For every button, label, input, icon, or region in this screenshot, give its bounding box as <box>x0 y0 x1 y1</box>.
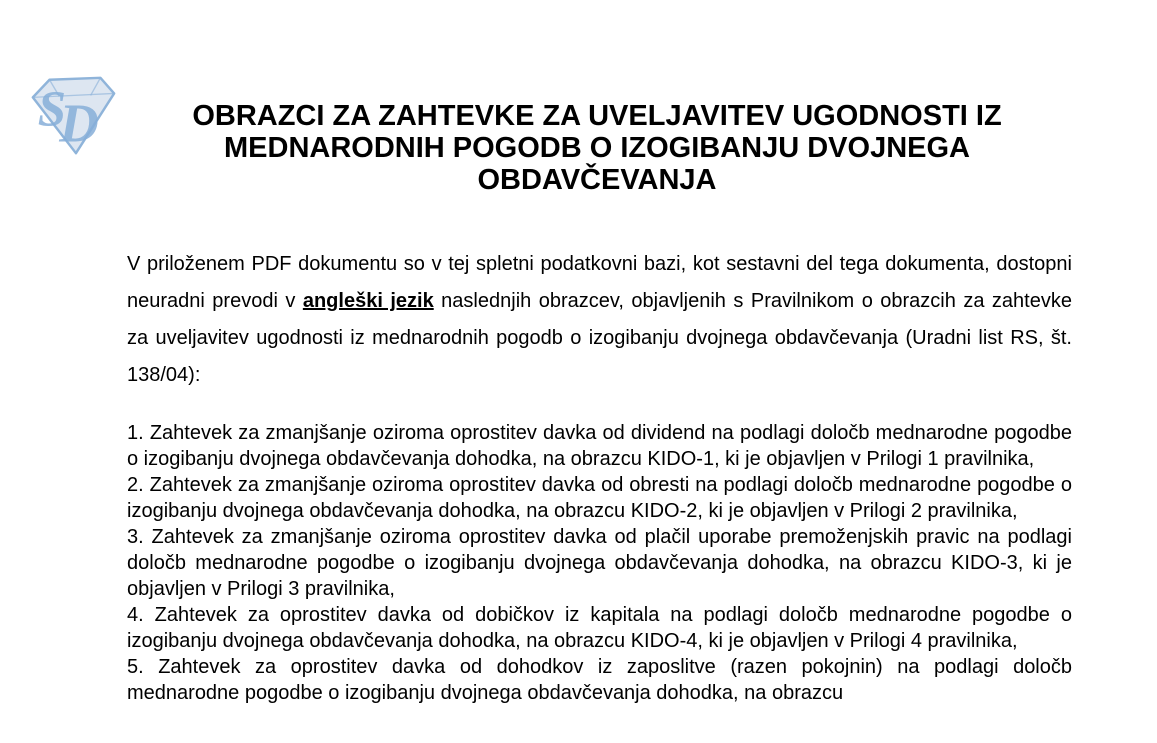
logo-letter-s: S <box>37 81 67 138</box>
underlined-phrase: angleški jezik <box>302 290 434 312</box>
intro-text-end: naslednjih obrazcev, objavljenih s Pravilnikom o obrazcih za zahtevke za uveljavitev ugodnosti iz mednarodnih pogodb o izogibanju dvojnega obdavčevanja (Uradni list RS, št. 138/04): <box>127 290 1072 386</box>
list-item-kido-1: 1. Zahtevek za zmanjšanje oziroma oprostitev davka od dividend na podlagi določb mednarodne pogodbe o izogibanju dvojnega obdavčevanja dohodka, na obrazcu KIDO-1, ki je objavljen v Prilogi 1 pravilnika, <box>127 422 1072 470</box>
page-title <box>127 0 1067 196</box>
page-title-line-2: MEDNARODNIH POGODB O IZOGIBANJU DVOJNEGA OBDAVČEVANJA <box>224 132 970 196</box>
intro-paragraph <box>127 246 1072 394</box>
forms-list <box>127 420 1072 706</box>
list-item-kido-2: 2. Zahtevek za zmanjšanje oziroma oprostitev davka od obresti na podlagi določb mednarodne pogodbe o izogibanju dvojnega obdavčevanja dohodka, na obrazcu KIDO-2, ki je objavljen v Prilogi 2 pravilnika, <box>127 474 1072 522</box>
diamond-gem-icon <box>26 72 120 158</box>
page-title-line-1: OBRAZCI ZA ZAHTEVKE ZA UVELJAVITEV UGODNOSTI IZ <box>192 100 1002 132</box>
list-item-kido-3: 3. Zahtevek za zmanjšanje oziroma oprostitev davka od plačil uporabe premoženjskih pravic na podlagi določb mednarodne pogodbe o izogibanju dvojnega obdavčevanja dohodka, na obrazcu KIDO-3, ki je objavljen v Prilogi 3 pravilnika, <box>127 526 1072 600</box>
intro-text-start: V priloženem PDF dokumentu so v tej spletni podatkovni bazi, kot sestavni del tega dokumenta, dostopni neuradni prevodi v <box>127 253 1072 312</box>
logo-letter-d: D <box>59 92 99 154</box>
list-item-kido-4: 4. Zahtevek za oprostitev davka od dobičkov iz kapitala na podlagi določb mednarodne pogodbe o izogibanju dvojnega obdavčevanja dohodka, na obrazcu KIDO-4, ki je objavljen v Prilogi 4 pravilnika, <box>127 604 1072 652</box>
sd-diamond-logo <box>26 72 120 158</box>
list-item-kido-5: 5. Zahtevek za oprostitev davka od dohodkov iz zaposlitve (razen pokojnin) na podlagi določb mednarodne pogodbe o izogibanju dvojnega obdavčevanja dohodka, na obrazcu <box>127 656 1072 704</box>
